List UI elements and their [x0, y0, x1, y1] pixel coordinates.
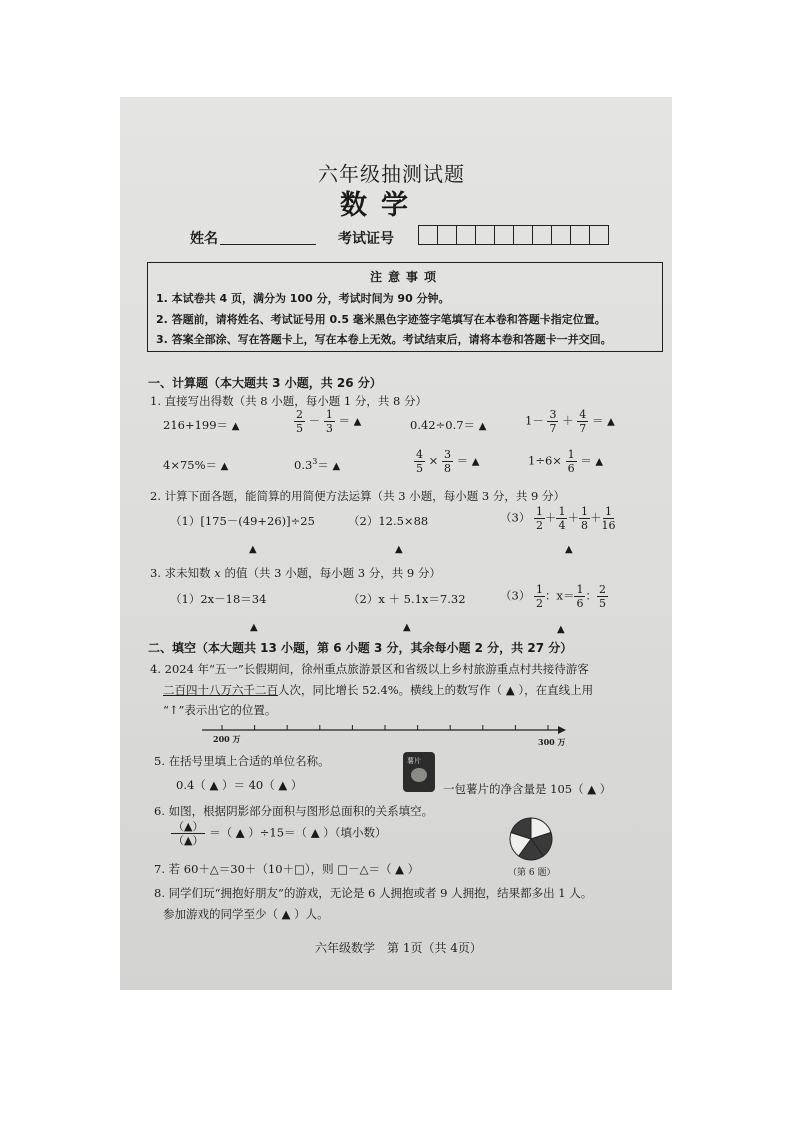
page-footer: 六年级数学 第 1页（共 4页） — [315, 941, 482, 955]
section2-heading: 二、填空（本大题共 13 小题，第 6 小题 3 分，其余每小题 2 分，共 27 分） — [148, 641, 573, 655]
q6-stem: 6. 如图，根据阴影部分面积与图形总面积的关系填空。 — [154, 804, 434, 818]
axis-label-left: 200 万 — [213, 734, 241, 744]
q8-line-1: 8. 同学们玩“拥抱好朋友”的游戏，无论是 6 人拥抱或者 9 人拥抱，结果都多出 1 人。 — [154, 886, 593, 900]
q6-expression: $\frac{(▲)}{(▲)}$ ＝（ ▲ ）÷15＝（ ▲ ）（填小数） — [173, 820, 387, 847]
q3-answer-2: ▲ — [403, 622, 411, 633]
q4-line-3: “↑”表示出它的位置。 — [163, 703, 277, 717]
q2-stem: 2. 计算下面各题，能简算的用简便方法运算（共 3 小题，每小题 3 分，共 9 分） — [150, 489, 566, 503]
q1-item-5: 4×75%＝ ▲ — [163, 458, 229, 472]
q2-item-2: （2）12.5×88 — [348, 514, 429, 528]
q8-line-2: 参加游戏的同学至少（ ▲ ）人。 — [163, 907, 329, 921]
q3-item-3: （3） $\frac{1}{2}$ ：x＝ $\frac{1}{6}$ ： $\frac{2}{5}$ — [500, 583, 606, 610]
axis-label-right: 300 万 — [538, 737, 566, 747]
section1-heading: 一、计算题（本大题共 3 小题，共 26 分） — [148, 376, 382, 390]
q4-number-line — [200, 722, 570, 744]
q5-right-blank: 一包薯片的净含量是 105（ ▲ ） — [443, 782, 612, 796]
exam-id-label: 考试证号 — [338, 231, 394, 247]
q1-item-2: $\frac{2}{5}$ － $\frac{1}{3}$ ＝ ▲ — [296, 408, 362, 435]
exam-paper — [120, 97, 672, 990]
q4-line-1: 4. 2024 年“五一”长假期间，徐州重点旅游景区和省级以上乡村旅游重点村共接待游客 — [150, 662, 589, 676]
name-field — [190, 228, 316, 248]
q5-left-blank: 0.4（ ▲ ）＝ 40（ ▲ ） — [176, 778, 303, 792]
subject-title: 数学 — [340, 190, 422, 221]
q3-item-2: （2）x ＋ 5.1x＝7.32 — [348, 592, 466, 606]
q1-item-4: 1－ $\frac{3}{7}$ ＋ $\frac{4}{7}$ ＝ ▲ — [525, 408, 615, 435]
q1-item-1: 216+199＝ ▲ — [163, 418, 240, 432]
q1-item-6: $0.3^3=$ ▲ — [294, 457, 341, 472]
q1-item-8: 1÷6× $\frac{1}{6}$ ＝ ▲ — [528, 448, 604, 475]
q4-underlined-number: 二百四十八万六千二百 — [163, 683, 278, 697]
q4-line-2: 二百四十八万六千二百人次，同比增长 52.4%。横线上的数写作（ ▲ ），在直线上用 — [163, 683, 594, 697]
q2-answer-2: ▲ — [395, 544, 403, 555]
q2-answer-3: ▲ — [565, 544, 573, 555]
notice-item-2: 2. 答题前，请将姓名、考试证号用 0.5 毫米黑色字迹签字笔填写在本卷和答题卡指定位置。 — [156, 313, 606, 326]
notice-item-3: 3. 答案全部涂、写在答题卡上，写在本卷上无效。考试结束后，请将本卷和答题卡一并交回。 — [156, 333, 612, 346]
q6-pie-figure — [507, 815, 555, 863]
q5-stem: 5. 在括号里填上合适的单位名称。 — [154, 754, 330, 768]
name-underline — [220, 230, 316, 245]
notice-item-1: 1. 本试卷共 4 页，满分为 100 分，考试时间为 90 分钟。 — [156, 292, 450, 305]
q1-item-3: 0.42÷0.7＝ ▲ — [410, 418, 487, 432]
notice-box — [147, 262, 663, 352]
q3-stem: 3. 求未知数 x 的值（共 3 小题，每小题 3 分，共 9 分） — [150, 566, 441, 580]
q6-caption: （第 6 题） — [508, 868, 556, 878]
q2-answer-1: ▲ — [249, 544, 257, 555]
notice-title: 注意事项 — [370, 270, 443, 284]
q2-item-3: （3） $\frac{1}{2}$ ＋ $\frac{1}{4}$ ＋ $\frac{1}{8}$ ＋ $\frac{1}{16}$ — [500, 505, 616, 532]
q2-item-1: （1）[175－(49+26)]÷25 — [170, 514, 315, 528]
q3-answer-1: ▲ — [250, 622, 258, 633]
q1-item-7: $\frac{4}{5}$ × $\frac{3}{8}$ ＝ ▲ — [416, 448, 480, 475]
exam-title: 六年级抽测试题 — [318, 162, 465, 186]
q1-stem: 1. 直接写出得数（共 8 小题，每小题 1 分，共 8 分） — [150, 394, 428, 408]
q7-text: 7. 若 60＋△＝30＋（10＋□），则 □－△＝（ ▲ ） — [154, 862, 420, 876]
q3-answer-3: ▲ — [557, 624, 565, 635]
chips-bag-image: 薯片 — [403, 752, 435, 792]
q3-item-1: （1）2x－18＝34 — [170, 592, 267, 606]
exam-id-boxes — [418, 225, 609, 245]
arrow-up-icon: ↑ — [168, 703, 179, 717]
name-label: 姓名 — [190, 231, 218, 247]
